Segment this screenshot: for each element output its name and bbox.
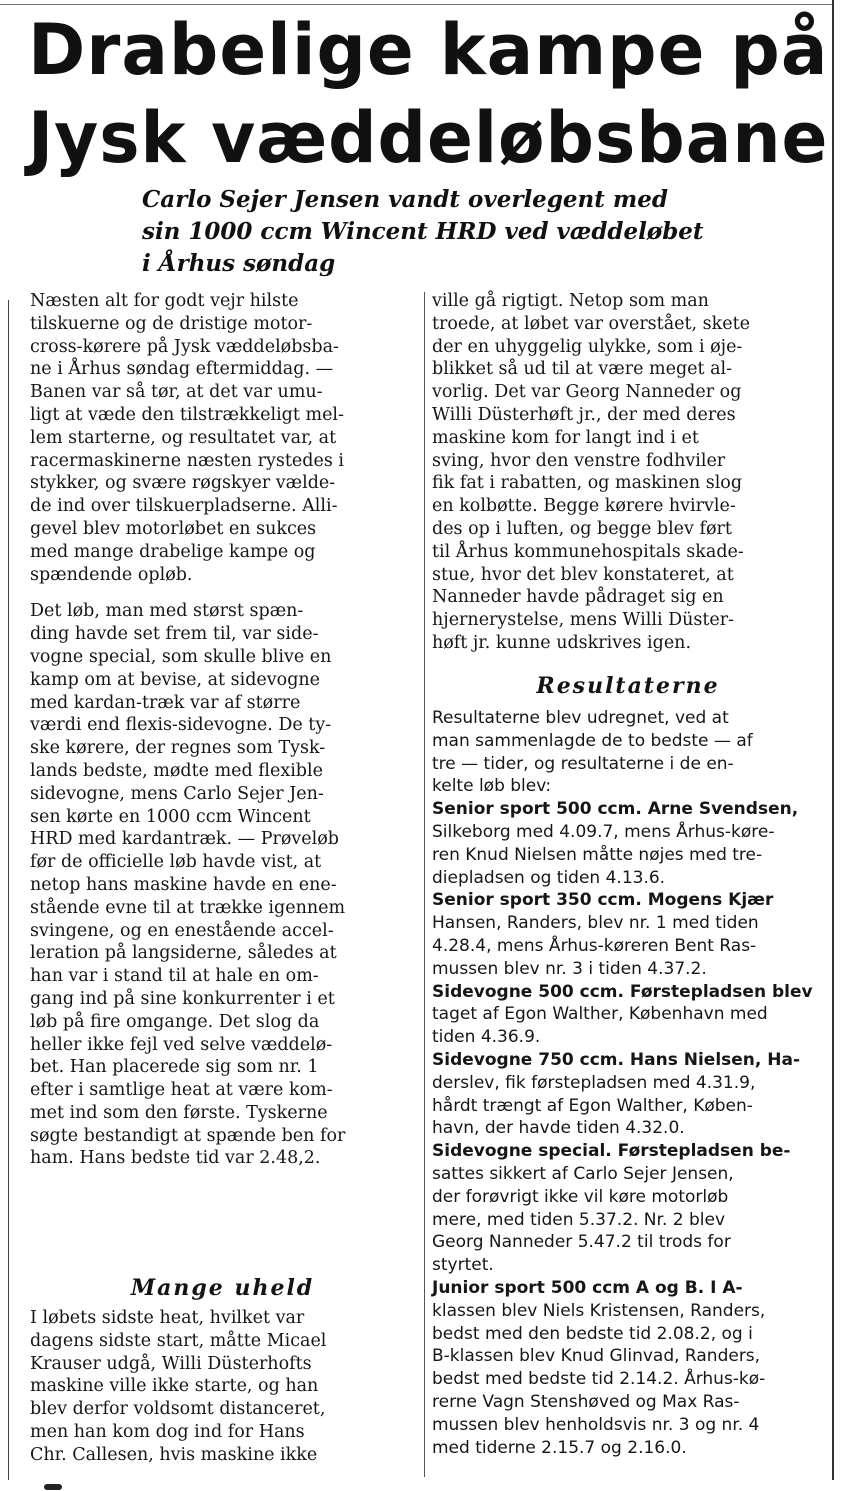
result-text-line: Silkeborg med 4.09.7, mens Århus-køre-: [432, 821, 775, 842]
result-text-line: rerne Vagn Stenshøved og Max Ras-: [432, 1391, 740, 1412]
right-column-text: [432, 290, 824, 655]
text-line: hjernerystelse, mens Willi Düster-: [432, 610, 735, 631]
text-line: ske kørere, der regnes som Tysk-: [30, 738, 326, 759]
result-entry-heading: Sidevogne 750 ccm. Hans Nielsen, Ha-: [432, 1049, 801, 1070]
text-line: bet. Han placerede sig som nr. 1: [30, 1057, 319, 1078]
text-line: ding havde set frem til, var side-: [30, 624, 319, 645]
text-line: sving, hvor den venstre fodhviler: [432, 450, 726, 471]
text-line: ville gå rigtigt. Netop som man: [432, 291, 709, 311]
result-text-line: bedst med bedste tid 2.14.2. Århus-kø-: [432, 1369, 766, 1390]
result-text-line: hårdt trængt af Egon Walther, Køben-: [432, 1095, 753, 1116]
text-line: tilskuerne og de dristige motor-: [30, 313, 313, 334]
text-line: med mange drabelige kampe og: [30, 541, 316, 562]
result-text-line: havn, der havde tiden 4.32.0.: [432, 1118, 685, 1139]
result-text-line: Resultaterne blev udregnet, ved at: [432, 708, 729, 728]
result-entry-heading: Senior sport 500 ccm. Arne Svendsen,: [432, 799, 799, 820]
text-line: dagens sidste start, måtte Micael: [30, 1330, 327, 1351]
text-line: en kolbøtte. Begge kørere hvirvle-: [432, 496, 736, 517]
text-line: racermaskinerne næsten rystedes i: [30, 450, 344, 471]
left-column-continued: [30, 1307, 415, 1467]
right-rule: [832, 0, 834, 1491]
result-entry-heading: Sidevogne 500 ccm. Førstepladsen blev: [432, 981, 813, 1002]
result-text-line: 4.28.4, mens Århus-køreren Bent Ras-: [432, 935, 757, 956]
result-text-line: Hansen, Randers, blev nr. 1 med tiden: [432, 913, 759, 934]
result-text-line: man sammenlagde de to bedste — af: [432, 730, 753, 751]
text-line: lands bedste, mødte med flexible: [30, 760, 323, 781]
section-heading-resultaterne: Resultaterne: [536, 673, 720, 699]
text-line: værdi end flexis-sidevogne. De ty-: [30, 715, 332, 736]
text-line: de ind over tilskuerpladserne. Alli-: [30, 496, 338, 517]
paragraph-gap: [30, 586, 415, 600]
result-text-line: tre — tider, og resultaterne i de en-: [432, 753, 734, 774]
text-line: sidevogne, mens Carlo Sejer Jen-: [30, 783, 324, 804]
text-line: des op i luften, og begge blev ført: [432, 518, 732, 539]
result-text-line: bedst med den bedste tid 2.08.2, og i: [432, 1323, 753, 1344]
text-line: troede, at løbet var overstået, skete: [432, 313, 750, 334]
text-line: kamp om at bevise, at sidevogne: [30, 669, 321, 690]
text-line: stående evne til at trække igennem: [30, 897, 346, 918]
text-line: stykker, og svære røgskyer vælde-: [30, 473, 336, 494]
text-line: han var i stand til at hale en om-: [30, 966, 319, 987]
text-line: leration på langsiderne, således at: [30, 943, 337, 964]
text-line: netop hans maskine havde en ene-: [30, 874, 337, 895]
text-line: svingene, og en enestående accel-: [30, 920, 334, 941]
result-text-line: med tiderne 2.15.7 og 2.16.0.: [432, 1437, 687, 1458]
text-line: Willi Düsterhøft jr., der med deres: [432, 404, 736, 425]
text-line: sen kørte en 1000 ccm Wincent: [30, 806, 311, 827]
text-line: Chr. Callesen, hvis maskine ikke: [30, 1444, 318, 1465]
text-line: HRD med kardantræk. — Prøveløb: [30, 829, 339, 850]
headline: [28, 6, 828, 182]
text-line: ligt at væde den tilstrækkeligt mel-: [30, 404, 344, 425]
text-line: høft jr. kunne udskrives igen.: [432, 632, 692, 653]
subheadline-line: Carlo Sejer Jensen vandt overlegent med: [142, 186, 668, 213]
text-line: lem starterne, og resultatet var, at: [30, 427, 337, 448]
headline-line: Drabelige kampe på: [28, 9, 829, 91]
ink-blot: [44, 1484, 62, 1490]
result-entry-heading: Sidevogne special. Førstepladsen be-: [432, 1141, 791, 1162]
text-line: spændende opløb.: [30, 564, 193, 585]
result-text-line: derslev, fik førstepladsen med 4.31.9,: [432, 1072, 756, 1093]
text-line: med kardan-træk var af større: [30, 692, 301, 713]
result-text-line: mere, med tiden 5.37.2. Nr. 2 blev: [432, 1209, 726, 1230]
subheadline: [142, 184, 822, 280]
text-line: Det løb, man med størst spæn-: [30, 601, 304, 622]
text-line: cross-kørere på Jysk væddeløbsba-: [30, 336, 339, 357]
bottom-edge: [0, 1480, 850, 1491]
text-line: Nanneder havde pådraget sig en: [432, 587, 724, 608]
text-line: I løbets sidste heat, hvilket var: [30, 1308, 305, 1328]
column-divider: [424, 292, 425, 1477]
result-text-line: kelte løb blev:: [432, 776, 552, 797]
section-heading-mange-uheld: Mange uheld: [130, 1275, 315, 1301]
text-line: til Århus kommunehospitals skade-: [432, 541, 744, 562]
subheadline-line: i Århus søndag: [142, 250, 336, 277]
result-text-line: mussen blev henholdsvis nr. 3 og nr. 4: [432, 1414, 760, 1435]
text-line: der en uhyggelig ulykke, som i øje-: [432, 336, 743, 357]
result-entry-heading: Senior sport 350 ccm. Mogens Kjær: [432, 890, 774, 911]
result-text-line: B-klassen blev Knud Glinvad, Randers,: [432, 1346, 761, 1367]
text-line: maskine kom for langt ind i et: [432, 427, 699, 448]
text-line: men han kom dog ind for Hans: [30, 1421, 305, 1442]
text-line: Krauser udgå, Willi Düsterhofts: [30, 1353, 312, 1374]
text-line: efter i samtlige heat at være kom-: [30, 1080, 333, 1101]
result-text-line: sattes sikkert af Carlo Sejer Jensen,: [432, 1163, 734, 1184]
results-list: [432, 707, 824, 1459]
text-line: maskine ville ikke starte, og han: [30, 1376, 319, 1397]
text-line: gevel blev motorløbet en sukces: [30, 518, 317, 539]
text-line: blikket så ud til at være meget al-: [432, 359, 733, 380]
result-text-line: mussen blev nr. 3 i tiden 4.37.2.: [432, 958, 707, 979]
text-line: met ind som den første. Tyskerne: [30, 1102, 328, 1123]
top-rule: [0, 4, 834, 5]
result-text-line: der forøvrigt ikke vil køre motorløb: [432, 1186, 729, 1207]
text-line: vogne special, som skulle blive en: [30, 646, 332, 667]
result-entry-heading: Junior sport 500 ccm A og B. I A-: [432, 1277, 743, 1298]
left-rule: [8, 300, 9, 1480]
subheadline-line: sin 1000 ccm Wincent HRD ved væddeløbet: [142, 218, 704, 245]
text-line: ne i Århus søndag eftermiddag. —: [30, 359, 334, 380]
result-text-line: diepladsen og tiden 4.13.6.: [432, 867, 666, 888]
result-text-line: styrtet.: [432, 1255, 494, 1276]
text-line: stue, hvor det blev konstateret, at: [432, 564, 734, 585]
text-line: vorlig. Det var Georg Nanneder og: [432, 382, 742, 403]
text-line: før de officielle løb havde vist, at: [30, 852, 322, 873]
text-line: Banen var så tør, at det var umu-: [30, 382, 323, 403]
text-line: søgte bestandigt at spænde ben for: [30, 1125, 346, 1146]
result-text-line: taget af Egon Walther, København med: [432, 1004, 768, 1025]
text-line: blev derfor voldsomt distanceret,: [30, 1399, 326, 1420]
left-column-text: [30, 290, 415, 1170]
text-line: løb på fire omgange. Det slog da: [30, 1011, 320, 1032]
text-line: fik fat i rabatten, og maskinen slog: [432, 473, 743, 494]
result-text-line: Georg Nanneder 5.47.2 til trods for: [432, 1232, 731, 1253]
text-line: gang ind på sine konkurrenter i et: [30, 988, 335, 1009]
text-line: heller ikke fejl ved selve væddelø-: [30, 1034, 333, 1055]
headline-line: Jysk væddeløbsbane: [28, 97, 829, 179]
result-text-line: ren Knud Nielsen måtte nøjes med tre-: [432, 844, 763, 865]
text-line: Næsten alt for godt vejr hilste: [30, 291, 299, 311]
result-text-line: tiden 4.36.9.: [432, 1027, 541, 1048]
text-line: ham. Hans bedste tid var 2.48,2.: [30, 1148, 321, 1169]
result-text-line: klassen blev Niels Kristensen, Randers,: [432, 1300, 766, 1321]
